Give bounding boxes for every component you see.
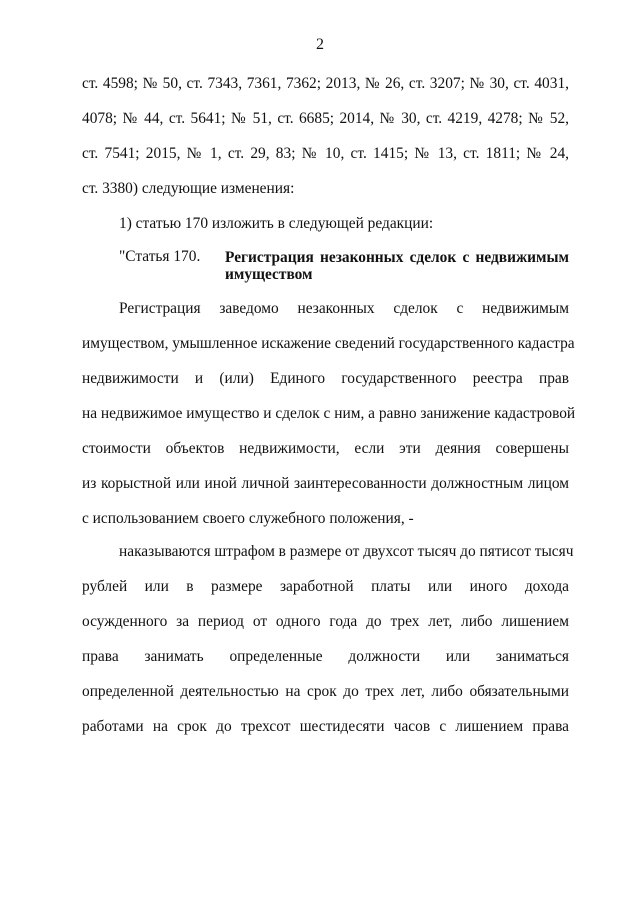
- article-title-line: Регистрация незаконных сделок с недвижимым: [225, 249, 569, 266]
- text-line: ст. 7541; 2015, № 1, ст. 29, 83; № 10, ст. 1415; № 13, ст. 1811; № 24,: [82, 145, 569, 162]
- text-line: имуществом, умышленное искажение сведений государственного кадастра: [82, 335, 575, 352]
- text-line: работами на срок до трехсот шестидесяти часов с лишением права: [82, 718, 569, 735]
- article-title-line: имуществом: [225, 266, 313, 283]
- text-line: стоимости объектов недвижимости, если эти деяния совершены: [82, 440, 569, 457]
- text-line: определенной деятельностью на срок до трех лет, либо обязательными: [82, 683, 569, 700]
- text-line: осужденного за период от одного года до трех лет, либо лишением: [82, 613, 569, 630]
- text-line: ст. 4598; № 50, ст. 7343, 7361, 7362; 2013, № 26, ст. 3207; № 30, ст. 4031,: [82, 75, 569, 92]
- text-line: на недвижимое имущество и сделок с ним, а равно занижение кадастровой: [82, 405, 576, 422]
- item-1-text: 1) статью 170 изложить в следующей редакции:: [119, 215, 434, 232]
- text-line: Регистрация заведомо незаконных сделок с недвижимым: [119, 300, 569, 317]
- text-line: рублей или в размере заработной платы или иного дохода: [82, 578, 569, 595]
- page-number: 2: [316, 36, 324, 53]
- text-line: из корыстной или иной личной заинтересованности должностным лицом: [82, 475, 569, 492]
- text-line: права занимать определенные должности или заниматься: [82, 648, 569, 665]
- text-line: 4078; № 44, ст. 5641; № 51, ст. 6685; 2014, № 30, ст. 4219, 4278; № 52,: [82, 110, 569, 127]
- article-label: "Статья 170.: [119, 248, 201, 265]
- text-line: с использованием своего служебного положения, -: [82, 510, 414, 527]
- text-line: ст. 3380) следующие изменения:: [82, 180, 295, 197]
- text-line: наказываются штрафом в размере от двухсот тысяч до пятисот тысяч: [119, 543, 574, 560]
- text-line: недвижимости и (или) Единого государственного реестра прав: [82, 370, 569, 387]
